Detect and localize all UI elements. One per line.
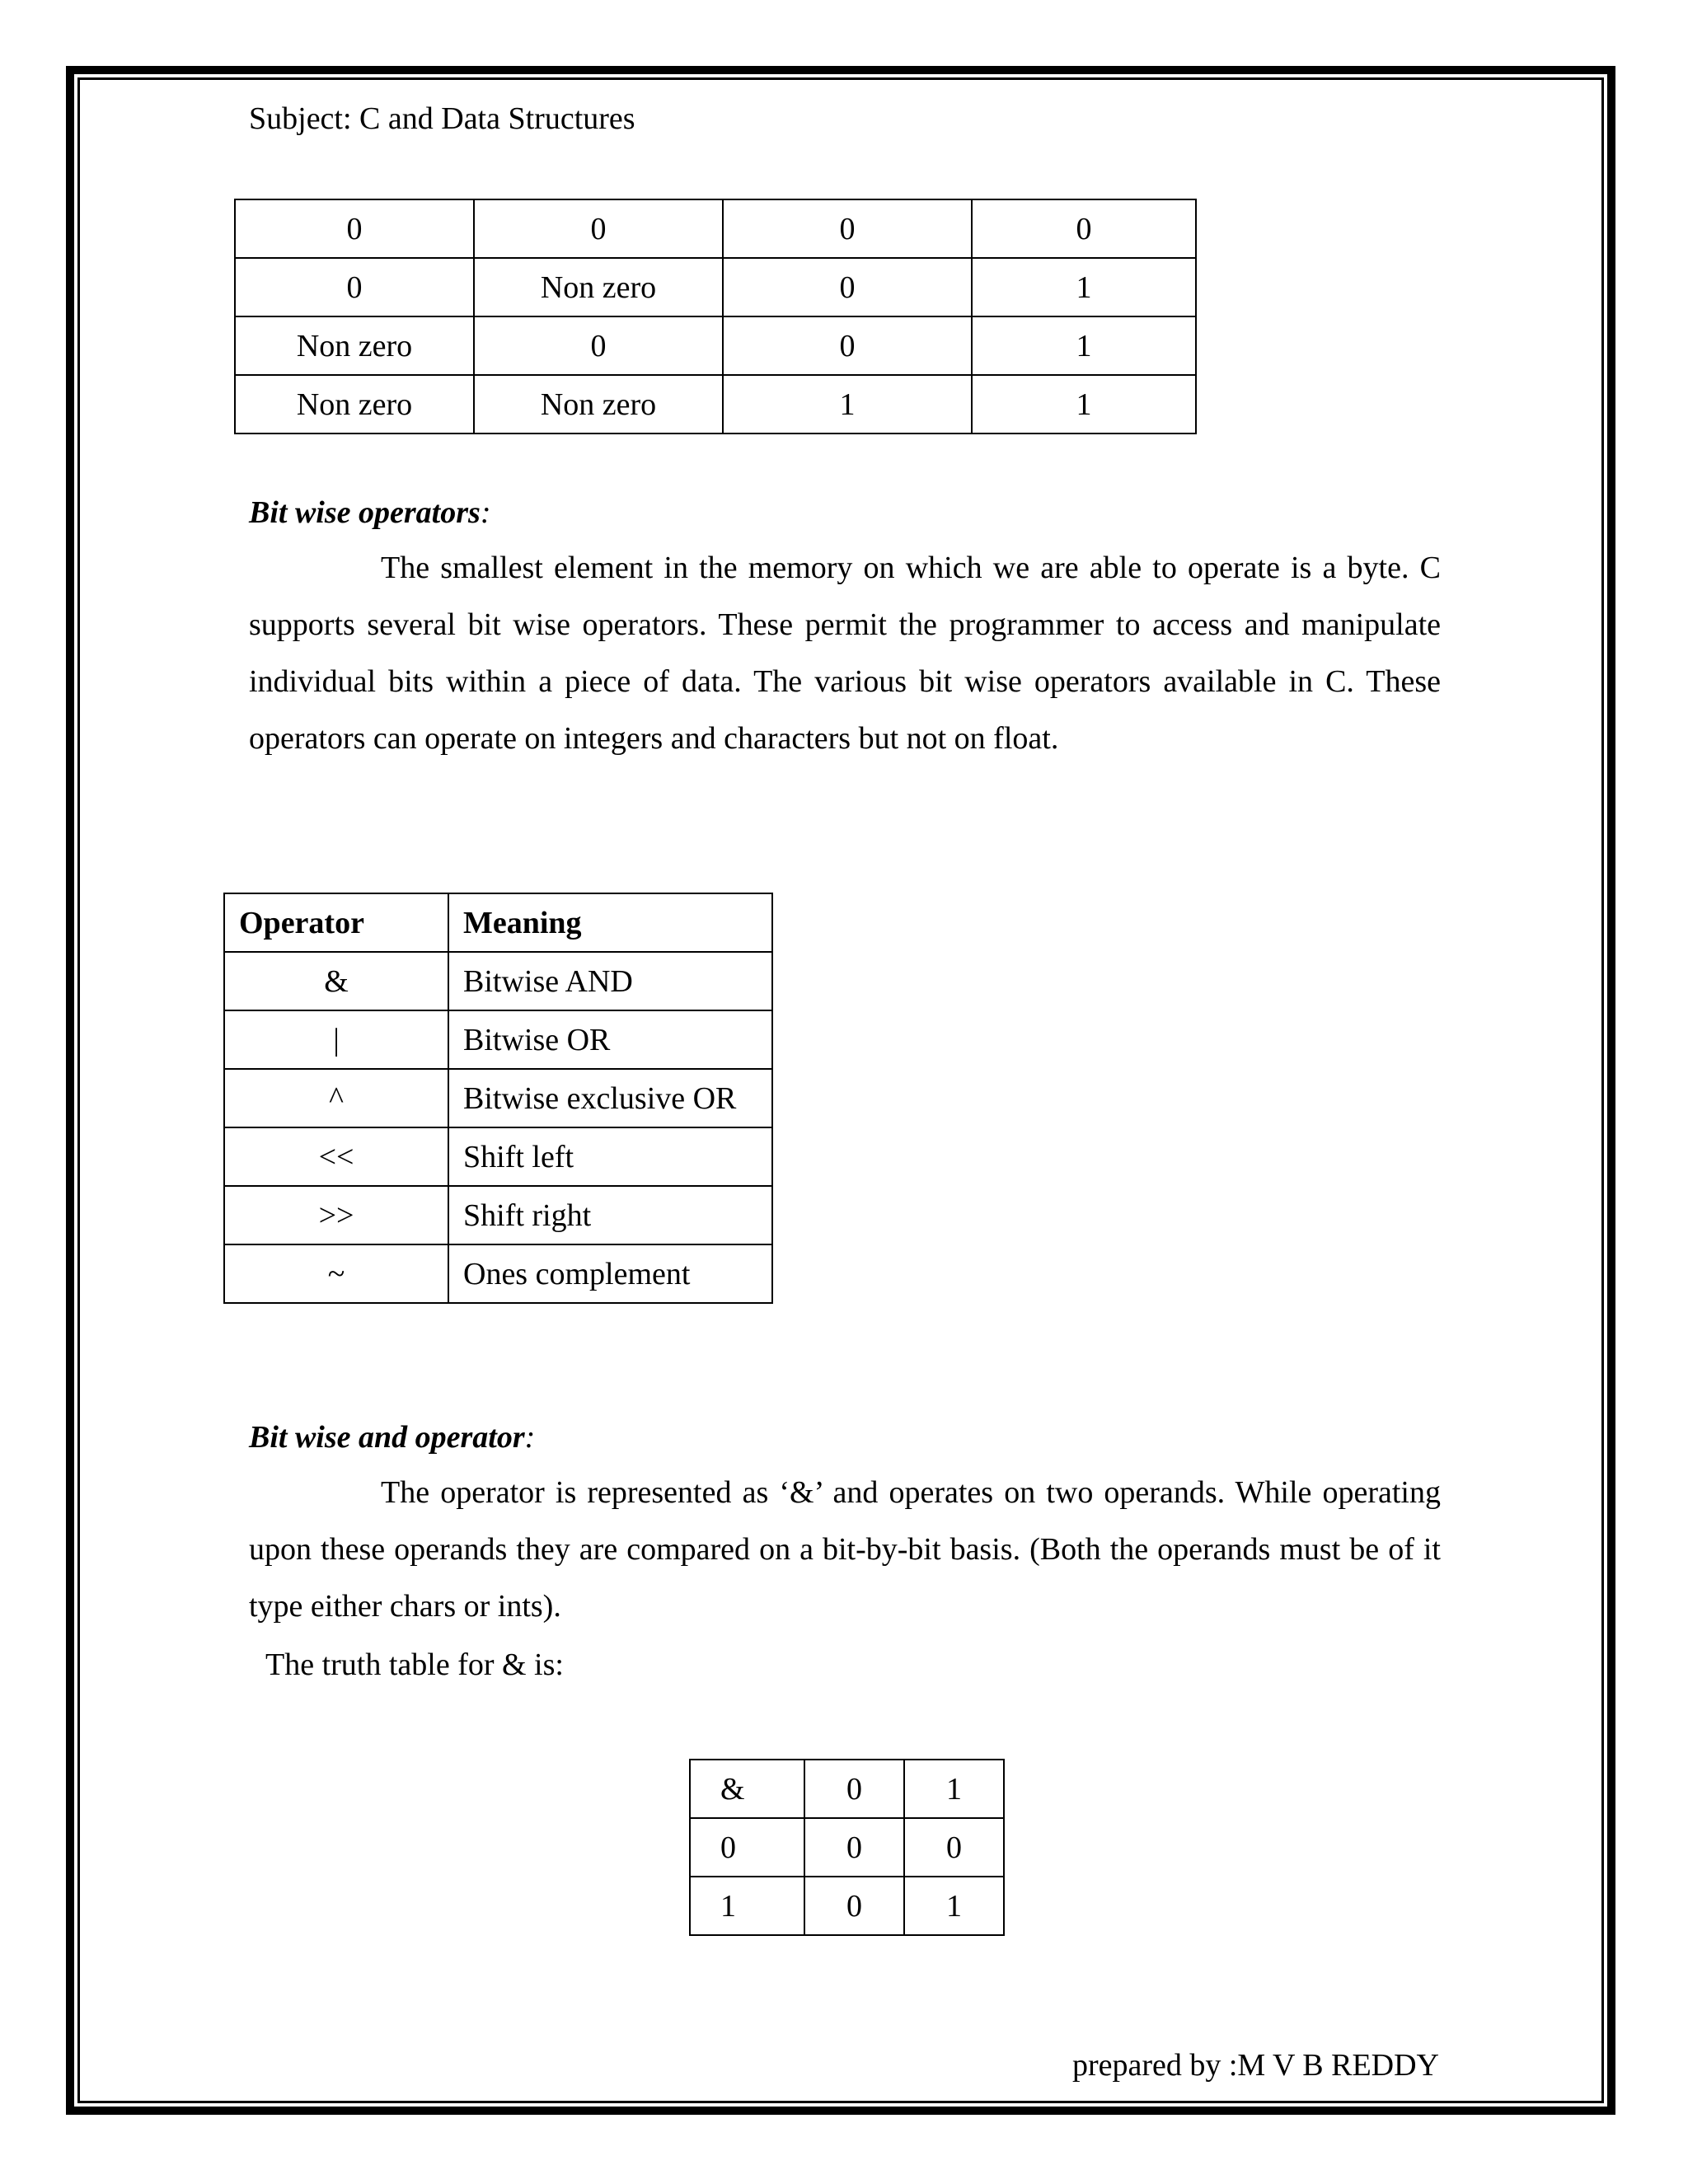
heading-colon: : <box>524 1420 536 1455</box>
bitwise-and-paragraph: The operator is represented as ‘&’ and operates on two operands. While operating upon these operands they are compared on a bit-by-bit basis. (Both the operands must be of it type either chars or ints). <box>249 1475 1441 1624</box>
subject-header: Subject: C and Data Structures <box>249 101 635 136</box>
operator-cell: ~ <box>224 1244 448 1303</box>
table-cell: 0 <box>804 1760 904 1818</box>
table-cell: 0 <box>804 1877 904 1935</box>
heading-text: Bit wise and operator <box>249 1420 525 1455</box>
table-cell: 0 <box>235 258 474 316</box>
column-header-operator: Operator <box>224 893 448 952</box>
operator-cell: ^ <box>224 1069 448 1127</box>
bitwise-operators-paragraph: The smallest element in the memory on which we are able to operate is a byte. C supports several bit wise operators. These permit the programmer to access and manipulate individual bits within a piece of data. The various bit wise operators available in C. These operators can operate on integers and characters but not on float. <box>249 551 1441 756</box>
table-row <box>235 258 1196 316</box>
section-heading-bitwise-operators <box>249 490 490 536</box>
meaning-cell: Bitwise AND <box>448 952 772 1010</box>
table-row <box>235 316 1196 375</box>
table-row <box>690 1877 1004 1935</box>
table-cell: Non zero <box>235 375 474 434</box>
section-heading-bitwise-and <box>249 1414 535 1460</box>
table-row <box>224 1186 772 1244</box>
table-row <box>224 1127 772 1186</box>
table-header-row <box>224 893 772 952</box>
table-cell: 0 <box>723 258 972 316</box>
table-cell: 0 <box>235 199 474 258</box>
column-header-meaning: Meaning <box>448 893 772 952</box>
prepared-by-footer: prepared by :M V B REDDY <box>1071 2048 1439 2083</box>
meaning-cell: Bitwise OR <box>448 1010 772 1069</box>
table-cell: 0 <box>904 1818 1004 1877</box>
table-cell: Non zero <box>474 258 723 316</box>
table-cell: 0 <box>723 199 972 258</box>
meaning-cell: Shift left <box>448 1127 772 1186</box>
truth-table-intro: The truth table for & is: <box>265 1647 564 1682</box>
table-row <box>690 1818 1004 1877</box>
table-cell: 1 <box>972 375 1196 434</box>
table-cell: 0 <box>474 316 723 375</box>
table-cell: 1 <box>690 1877 804 1935</box>
table-row <box>235 375 1196 434</box>
meaning-cell: Ones complement <box>448 1244 772 1303</box>
and-truth-table <box>689 1759 1005 1936</box>
heading-colon: : <box>480 495 491 530</box>
table-row <box>224 952 772 1010</box>
table-row <box>235 199 1196 258</box>
table-row <box>224 1010 772 1069</box>
table-cell: 1 <box>723 375 972 434</box>
operator-cell: & <box>224 952 448 1010</box>
operator-cell: >> <box>224 1186 448 1244</box>
meaning-cell: Bitwise exclusive OR <box>448 1069 772 1127</box>
meaning-cell: Shift right <box>448 1186 772 1244</box>
bitwise-operators-table <box>223 893 773 1304</box>
table-cell: Non zero <box>474 375 723 434</box>
heading-text: Bit wise operators <box>249 495 481 530</box>
operator-cell: | <box>224 1010 448 1069</box>
table-cell: 1 <box>904 1760 1004 1818</box>
logical-operators-truth-table <box>234 199 1197 434</box>
table-row <box>224 1069 772 1127</box>
table-cell: 1 <box>904 1877 1004 1935</box>
table-cell: 0 <box>804 1818 904 1877</box>
operator-cell: << <box>224 1127 448 1186</box>
table-cell: Non zero <box>235 316 474 375</box>
table-cell: 1 <box>972 316 1196 375</box>
table-cell: 1 <box>972 258 1196 316</box>
table-cell: 0 <box>474 199 723 258</box>
table-cell: 0 <box>690 1818 804 1877</box>
table-row <box>224 1244 772 1303</box>
table-cell: 0 <box>723 316 972 375</box>
table-cell: & <box>690 1760 804 1818</box>
table-cell: 0 <box>972 199 1196 258</box>
table-row <box>690 1760 1004 1818</box>
